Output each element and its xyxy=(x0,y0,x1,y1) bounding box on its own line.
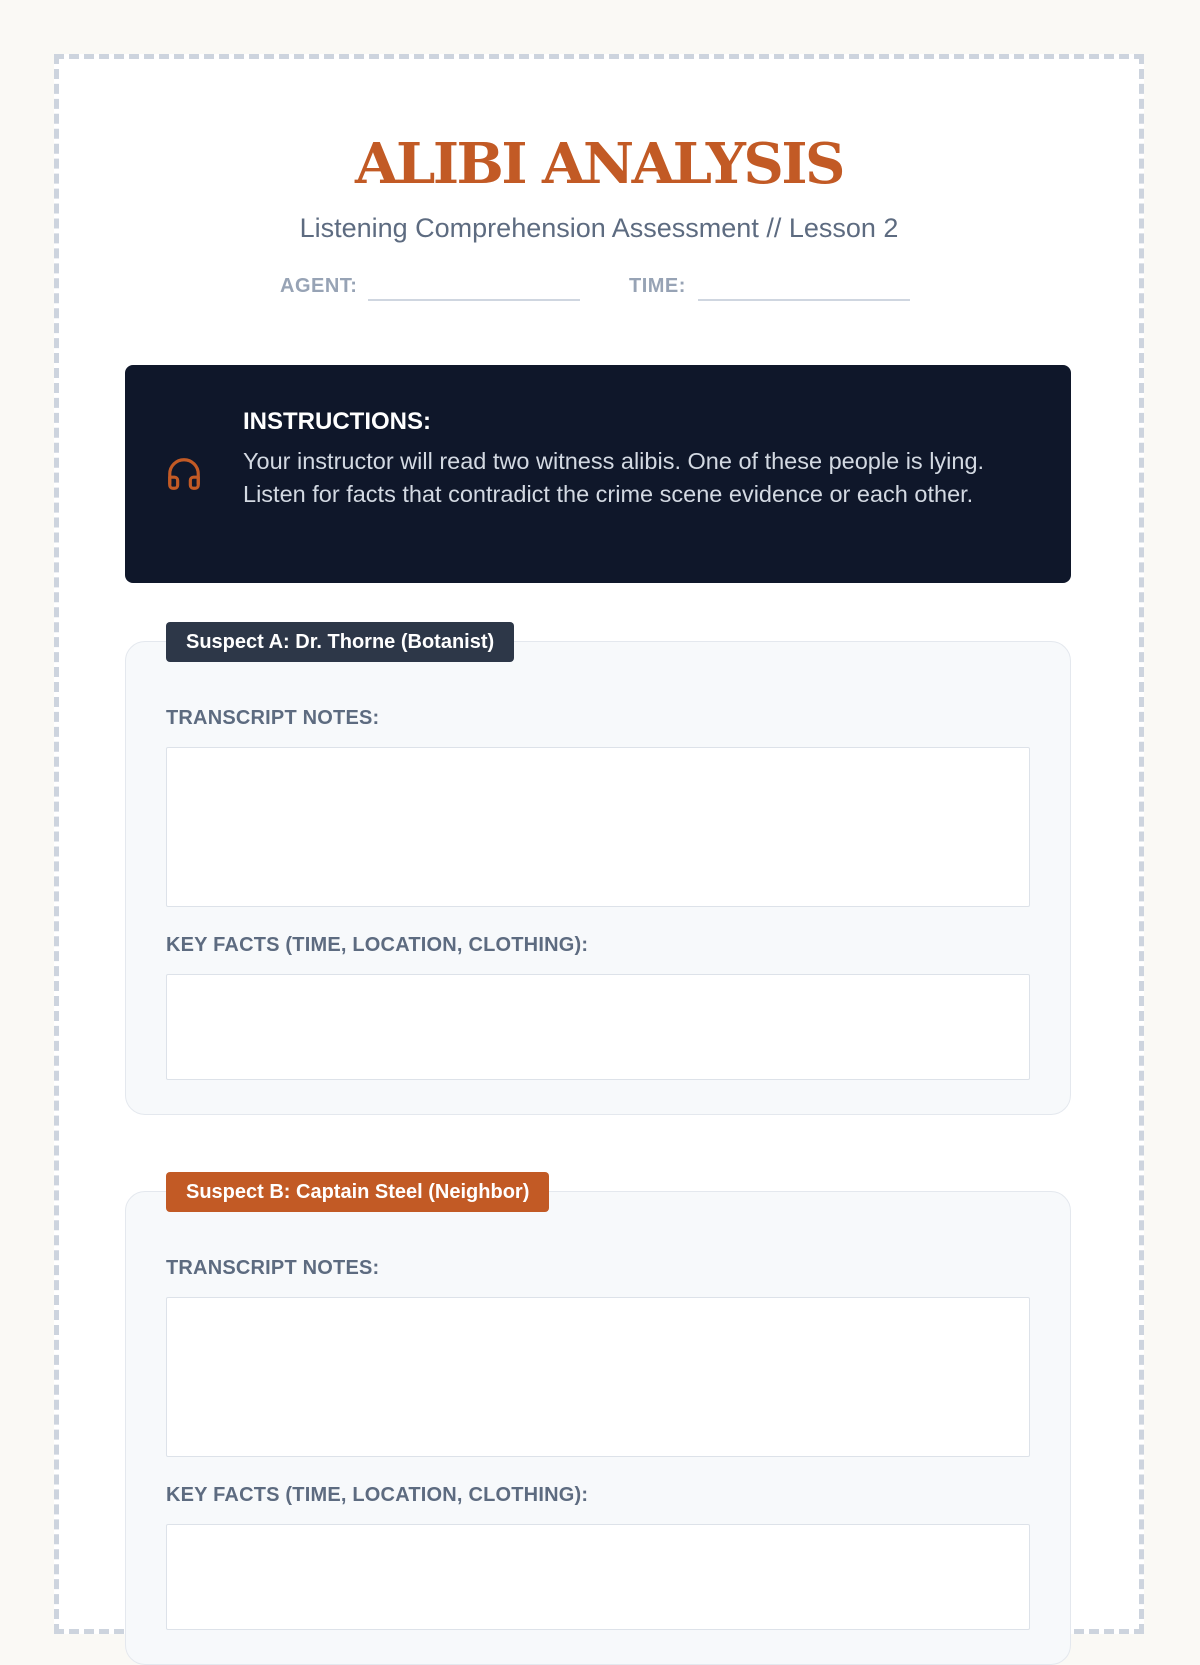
time-label: TIME: xyxy=(629,275,686,297)
page-subtitle: Listening Comprehension Assessment // Lesson 2 xyxy=(299,213,899,243)
transcript-notes-box[interactable] xyxy=(166,747,1030,907)
key-facts-box[interactable] xyxy=(166,1524,1030,1630)
agent-field[interactable] xyxy=(368,299,580,301)
worksheet xyxy=(54,54,1144,1634)
suspect-b-tag: Suspect B: Captain Steel (Neighbor) xyxy=(166,1172,549,1212)
transcript-notes-label: TRANSCRIPT NOTES: xyxy=(166,707,380,729)
time-field[interactable] xyxy=(698,299,910,301)
instructions-panel xyxy=(125,365,1071,583)
key-facts-box[interactable] xyxy=(166,974,1030,1080)
instructions-text: Your instructor will read two witness alibis. One of these people is lying. Listen for facts that contradict the crime scene evidence or each other. xyxy=(243,448,985,507)
key-facts-label: KEY FACTS (TIME, LOCATION, CLOTHING): xyxy=(166,1484,589,1506)
headphones-icon xyxy=(165,455,203,493)
suspect-a-card xyxy=(125,631,1071,1115)
transcript-notes-label: TRANSCRIPT NOTES: xyxy=(166,1257,380,1279)
key-facts-label: KEY FACTS (TIME, LOCATION, CLOTHING): xyxy=(166,934,589,956)
page-title: ALIBI ANALYSIS xyxy=(355,131,843,197)
suspect-a-tag: Suspect A: Dr. Thorne (Botanist) xyxy=(166,622,514,662)
transcript-notes-box[interactable] xyxy=(166,1297,1030,1457)
agent-label: AGENT: xyxy=(280,275,358,297)
suspect-b-card xyxy=(125,1181,1071,1665)
student-info-fields xyxy=(280,271,920,305)
instructions-title: INSTRUCTIONS: xyxy=(243,408,431,435)
